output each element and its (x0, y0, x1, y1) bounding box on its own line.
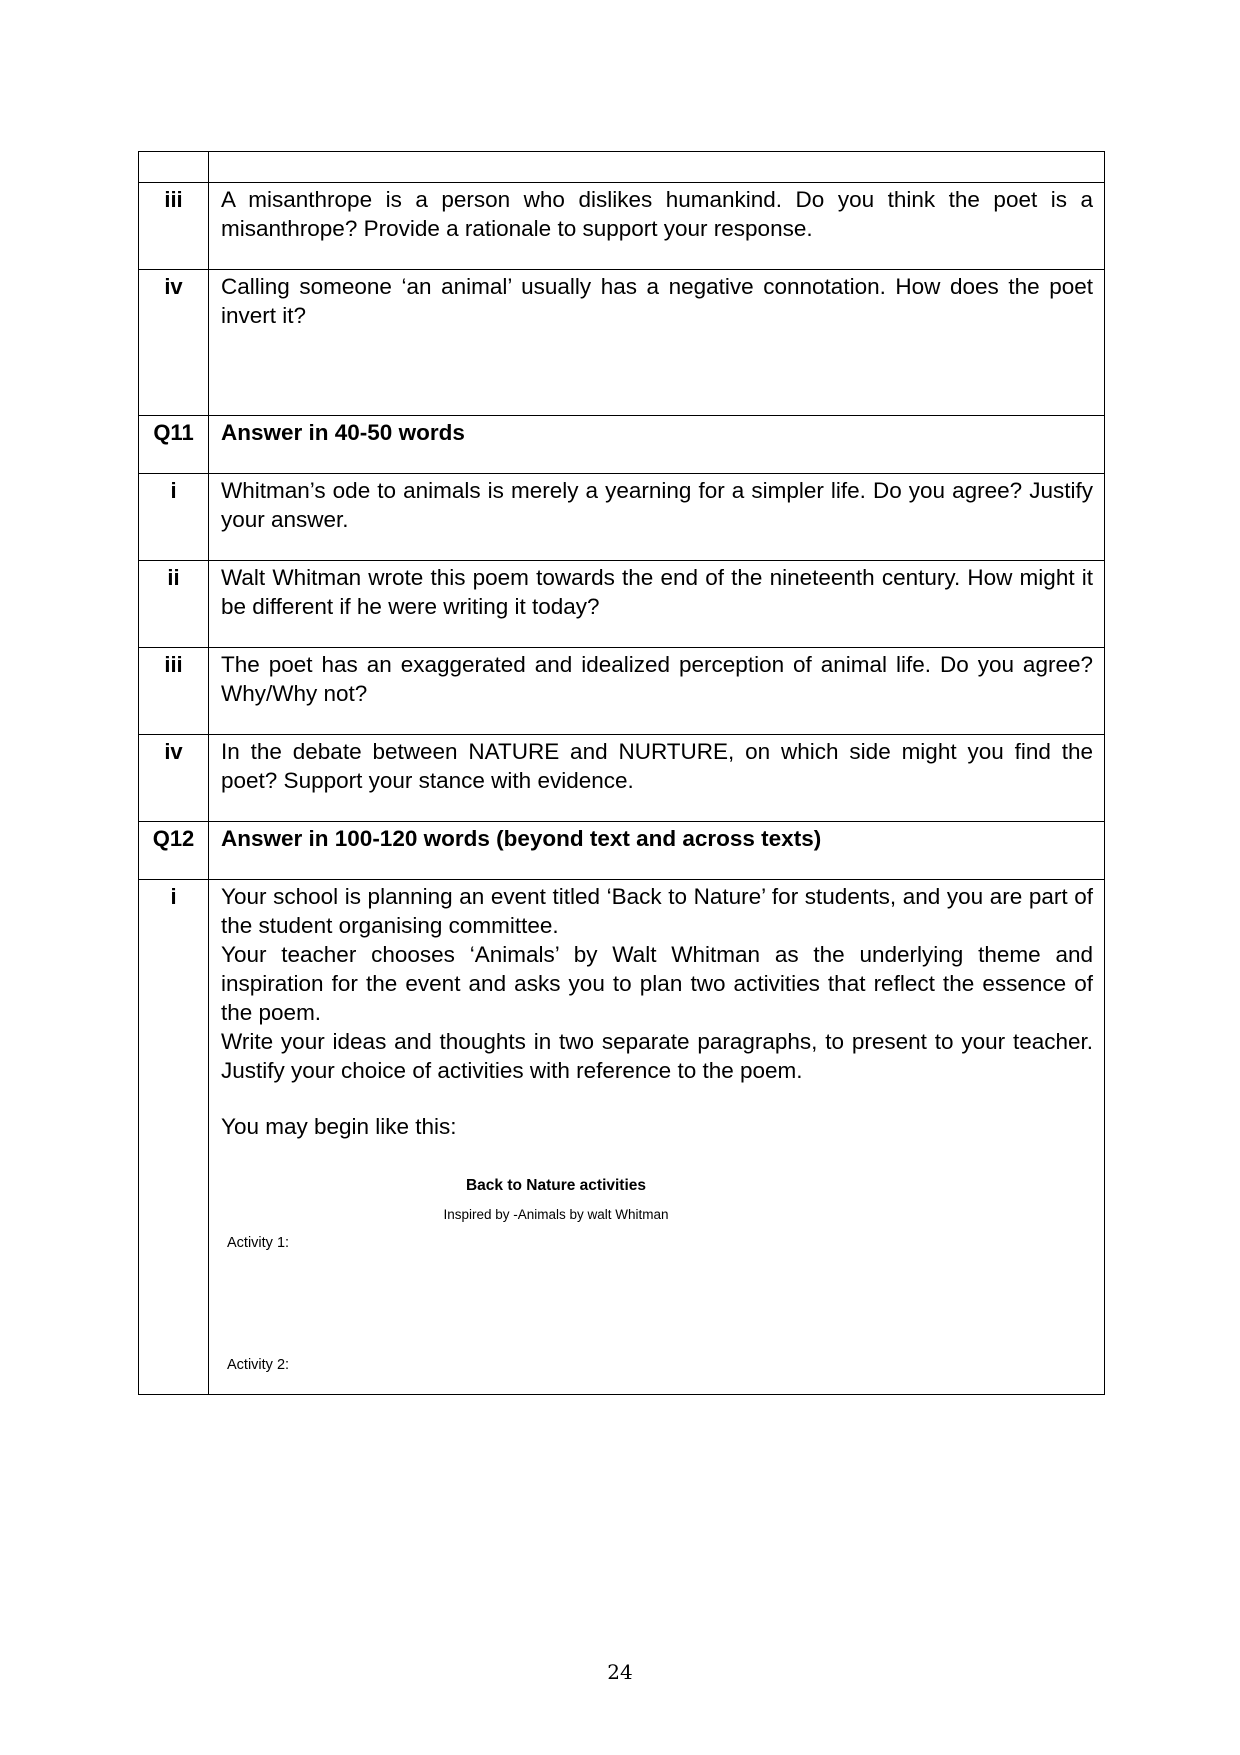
page-number: 24 (607, 1660, 633, 1684)
table-row (138, 647, 1105, 734)
question-number: iv (139, 270, 209, 415)
table-row (138, 473, 1105, 560)
sample-subtitle: Inspired by -Animals by walt Whitman (443, 1207, 669, 1222)
question-text: Whitman’s ode to animals is merely a yearning for a simpler life. Do you agree? Justify your answer. (221, 478, 1093, 532)
sample-title: Back to Nature activities (465, 1177, 647, 1194)
begin-prompt: You may begin like this: (221, 1114, 457, 1139)
activity-1-label: Activity 1: (227, 1235, 290, 1251)
question-number: i (139, 880, 209, 1394)
table-row (138, 560, 1105, 647)
table-row (138, 269, 1105, 415)
section-instruction: Answer in 100-120 words (beyond text and across texts) (221, 826, 822, 851)
section-header-q11 (138, 415, 1105, 473)
section-instruction: Answer in 40-50 words (221, 420, 465, 445)
question-number: Q11 (139, 416, 209, 473)
table-row (138, 182, 1105, 269)
question-text: Walt Whitman wrote this poem towards the end of the nineteenth century. How might it be different if he were writing it today? (221, 565, 1093, 619)
question-number: Q12 (139, 822, 209, 879)
question-number: ii (139, 561, 209, 647)
question-text: The poet has an exaggerated and idealized perception of animal life. Do you agree? Why/Why not? (221, 652, 1093, 706)
question-number (139, 152, 209, 182)
table-row-q12-item (138, 879, 1105, 1395)
question-number: iv (139, 735, 209, 821)
question-paragraph: Your school is planning an event titled ‘Back to Nature’ for students, and you are part of the student organising committee. (221, 884, 1093, 938)
section-header-q12 (138, 821, 1105, 879)
question-text (221, 152, 1093, 154)
activity-2-label: Activity 2: (227, 1357, 290, 1373)
question-number: iii (139, 183, 209, 269)
table-row (138, 734, 1105, 821)
question-text (221, 880, 1093, 1373)
question-text: Calling someone ‘an animal’ usually has a negative connotation. How does the poet invert it? (221, 274, 1093, 328)
question-text: A misanthrope is a person who dislikes humankind. Do you think the poet is a misanthrope? Provide a rationale to support your response. (221, 187, 1093, 241)
question-number: i (139, 474, 209, 560)
table-row-empty (138, 151, 1105, 182)
question-number: iii (139, 648, 209, 734)
question-table (138, 151, 1105, 1395)
question-paragraph: Write your ideas and thoughts in two separate paragraphs, to present to your teacher. Justify your choice of activities with reference to the poem. (221, 1029, 1093, 1083)
question-text: In the debate between NATURE and NURTURE, on which side might you find the poet? Support your stance with evidence. (221, 739, 1093, 793)
question-paragraph: Your teacher chooses ‘Animals’ by Walt Whitman as the underlying theme and inspiration for the event and asks you to plan two activities that reflect the essence of the poem. (221, 942, 1093, 1025)
